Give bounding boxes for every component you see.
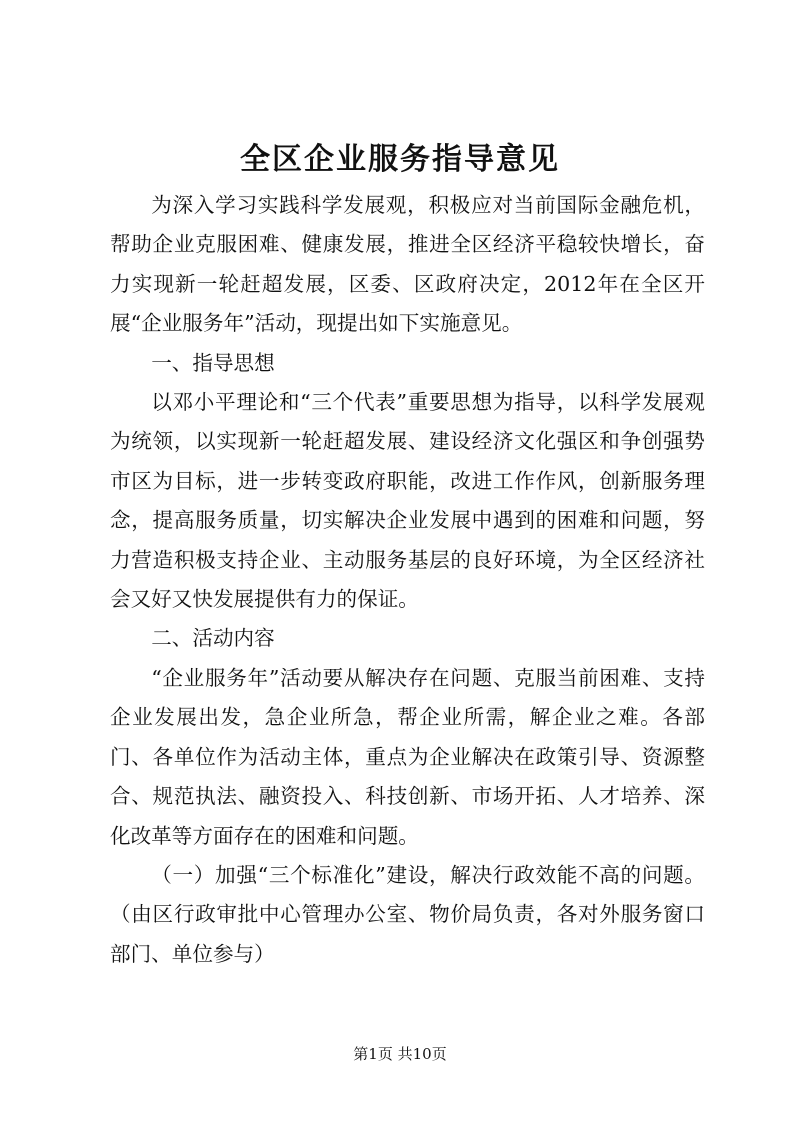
guiding-ideology-paragraph: 以邓小平理论和“三个代表”重要思想为指导，以科学发展观为统领，以实现新一轮赶超发展、建设经济文化强区和争创强势市区为目标，进一步转变政府职能，改进工作作风，创新服务理念，提高服务质量，切实解决企业发展中遇到的困难和问题，努力营造积极支持企业、主动服务基层的良好环境，为全区经济社会又好又快发展提供有力的保证。 <box>110 390 705 612</box>
activity-content-paragraph: “企业服务年”活动要从解决存在问题、克服当前困难、支持企业发展出发，急企业所急，帮企业所需，解企业之难。各部门、各单位作为活动主体，重点为企业解决在政策引导、资源整合、规范执法、融资投入、科技创新、市场开拓、人才培养、深化改革等方面存在的困难和问题。 <box>110 665 705 848</box>
section-heading-activity-content: 二、活动内容 <box>151 626 275 651</box>
document-title: 全区企业服务指导意见 <box>240 142 560 177</box>
intro-paragraph: 为深入学习实践科学发展观，积极应对当前国际金融危机，帮助企业克服困难、健康发展，推进全区经济平稳较快增长，奋力实现新一轮赶超发展，区委、区政府决定，2012年在全区开展“企业服务年”活动，现提出如下实施意见。 <box>110 193 705 336</box>
page-number-footer: 第1页 共10页 <box>353 1045 447 1063</box>
sub-item-paragraph: （一）加强“三个标准化”建设，解决行政效能不高的问题。（由区行政审批中心管理办公室、物价局负责，各对外服务窗口部门、单位参与） <box>110 862 705 966</box>
document-body <box>110 186 705 974</box>
section-heading-guiding-ideology: 一、指导思想 <box>151 350 275 375</box>
